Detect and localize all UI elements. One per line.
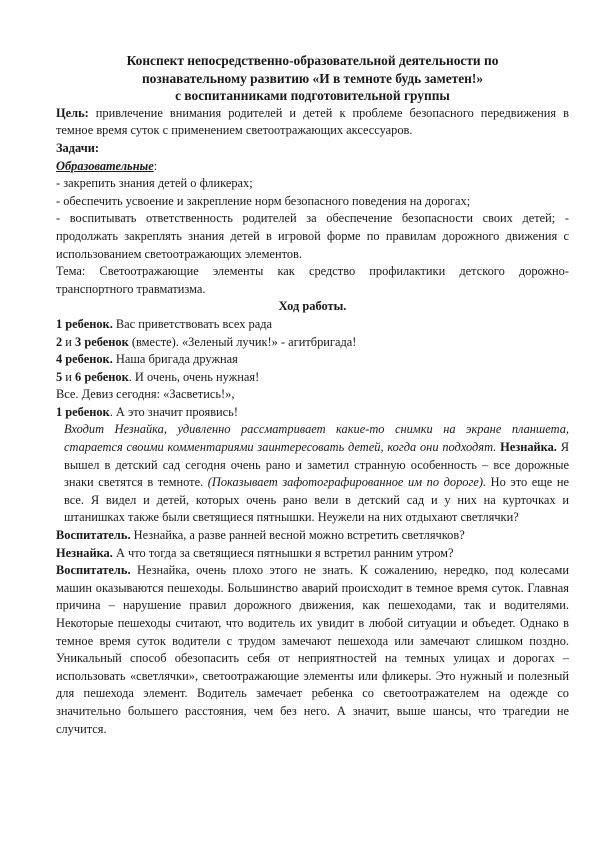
work-line: [56, 334, 569, 352]
work-line: [56, 316, 569, 334]
line-text: А что тогда за светящиеся пятнышки я встретил ранним утром?: [112, 545, 454, 560]
line-text: . А это значит проявись!: [109, 404, 238, 419]
speaker-part: 3 ребенок: [75, 334, 129, 349]
line-text: Но это еще не все. Я видел и детей, которых очень рано вели в детский сад и у них на курточках и штанишках также были светящиеся пятнышки. Неужели на них отдыхают светлячки?: [64, 475, 569, 525]
speaker: Воспитатель.: [56, 563, 131, 578]
theme-paragraph: Тема: Светоотражающие элементы как средство профилактики детского дорожно-транспортного травматизма.: [56, 264, 569, 296]
speaker-joiner: и: [62, 369, 76, 384]
line-text: Все. Девиз сегодня: «Засветись!»,: [56, 387, 235, 402]
work-line: [56, 369, 569, 387]
speaker-part: 6 ребенок: [75, 369, 129, 384]
line-text: Я вышел в детский сад сегодня очень рано и заметил странную особенность – все дорожные знаки светятся в темноте.: [64, 440, 569, 490]
document-title: [56, 52, 569, 105]
dialog-line: [56, 562, 569, 738]
line-text: Наша бригада дружная: [112, 352, 238, 367]
goal-label: Цель:: [56, 105, 89, 120]
title-line-2: познавательному развитию «И в темноте будь заметен!»: [141, 70, 484, 86]
speaker-joiner: и: [62, 334, 76, 349]
speaker-part: 2: [56, 334, 63, 349]
speaker: 1 ребенок: [56, 404, 110, 419]
line-text: Незнайка, очень плохо этого не знать. К сожалению, нередко, под колесами машин оказываются пешеходы. Большинство аварий происходит в темное время суток. Главная причина – нарушение правил дорожного движения, как пешеходами, так и водителями. Некоторые пешеходы считают, что водитель их увидит в любой ситуации и объедет. Однако в темное время суток водители с трудом замечают пешехода или замечают слишком поздно. Уникальный способ обезопасить себя от неприятностей на темных улицах и дорогах – использовать «светлячки», светоотражающие элементы или фликеры. Это нужный и полезный для пешехода элемент. Водитель замечает ребенка со светоотражателем на одежде со значительно большего расстояния, чем без него. А значит, выше шансы, что трагедии не случится.: [56, 563, 569, 736]
speaker: Воспитатель.: [56, 528, 131, 543]
tasks-label: Задачи:: [56, 140, 99, 155]
stage-direction: (Показывает зафотографированное им по дороге).: [203, 475, 487, 490]
document-page: [56, 52, 569, 738]
work-line: [56, 386, 569, 404]
speaker: 1 ребенок.: [56, 316, 113, 331]
dialog-line: [56, 545, 569, 563]
line-text: (вместе). «Зеленый лучик!» - агитбригада!: [128, 334, 357, 349]
scene-paragraph: [56, 421, 569, 527]
line-text: Незнайка, а разве ранней весной можно встретить светлячков?: [130, 528, 465, 543]
stage-direction: Входит Незнайка, удивленно рассматривает какие-то снимки на экране планшета, старается своими комментариями заинтересовать детей, когда они подходят.: [64, 422, 569, 455]
dialog-line: [56, 527, 569, 545]
educational-colon: :: [153, 158, 158, 173]
speaker: Незнайка.: [496, 440, 557, 455]
work-line: [56, 404, 569, 422]
work-heading: Ход работы.: [278, 299, 347, 314]
line-text: Вас приветствовать всех рада: [112, 316, 273, 331]
task-item: - обеспечить усвоение и закрепление норм безопасного поведения на дорогах;: [56, 193, 471, 208]
speaker: Незнайка.: [56, 545, 113, 560]
goal-text: привлечение внимания родителей и детей к проблеме безопасного передвижения в темное время суток с применением светоотражающих аксессуаров.: [56, 105, 569, 138]
line-text: . И очень, очень нужная!: [128, 369, 260, 384]
speaker: 4 ребенок.: [56, 352, 113, 367]
task-item: - закрепить знания детей о фликерах;: [56, 176, 253, 191]
title-line-1: Конспект непосредственно-образовательной деятельности по: [126, 53, 499, 68]
educational-label: Образовательные: [56, 158, 154, 173]
task-item: - воспитывать ответственность родителей за обеспечение безопасности своих детей; - продолжать закреплять знания детей в игровой форме по правилам дорожного движения с использованием светоотражающих элементов.: [56, 211, 569, 261]
work-line: [56, 351, 569, 369]
speaker-part: 5: [56, 369, 63, 384]
goal-paragraph: [56, 105, 569, 140]
educational-heading: [56, 158, 569, 176]
title-line-3: с воспитанниками подготовительной группы: [175, 88, 450, 104]
